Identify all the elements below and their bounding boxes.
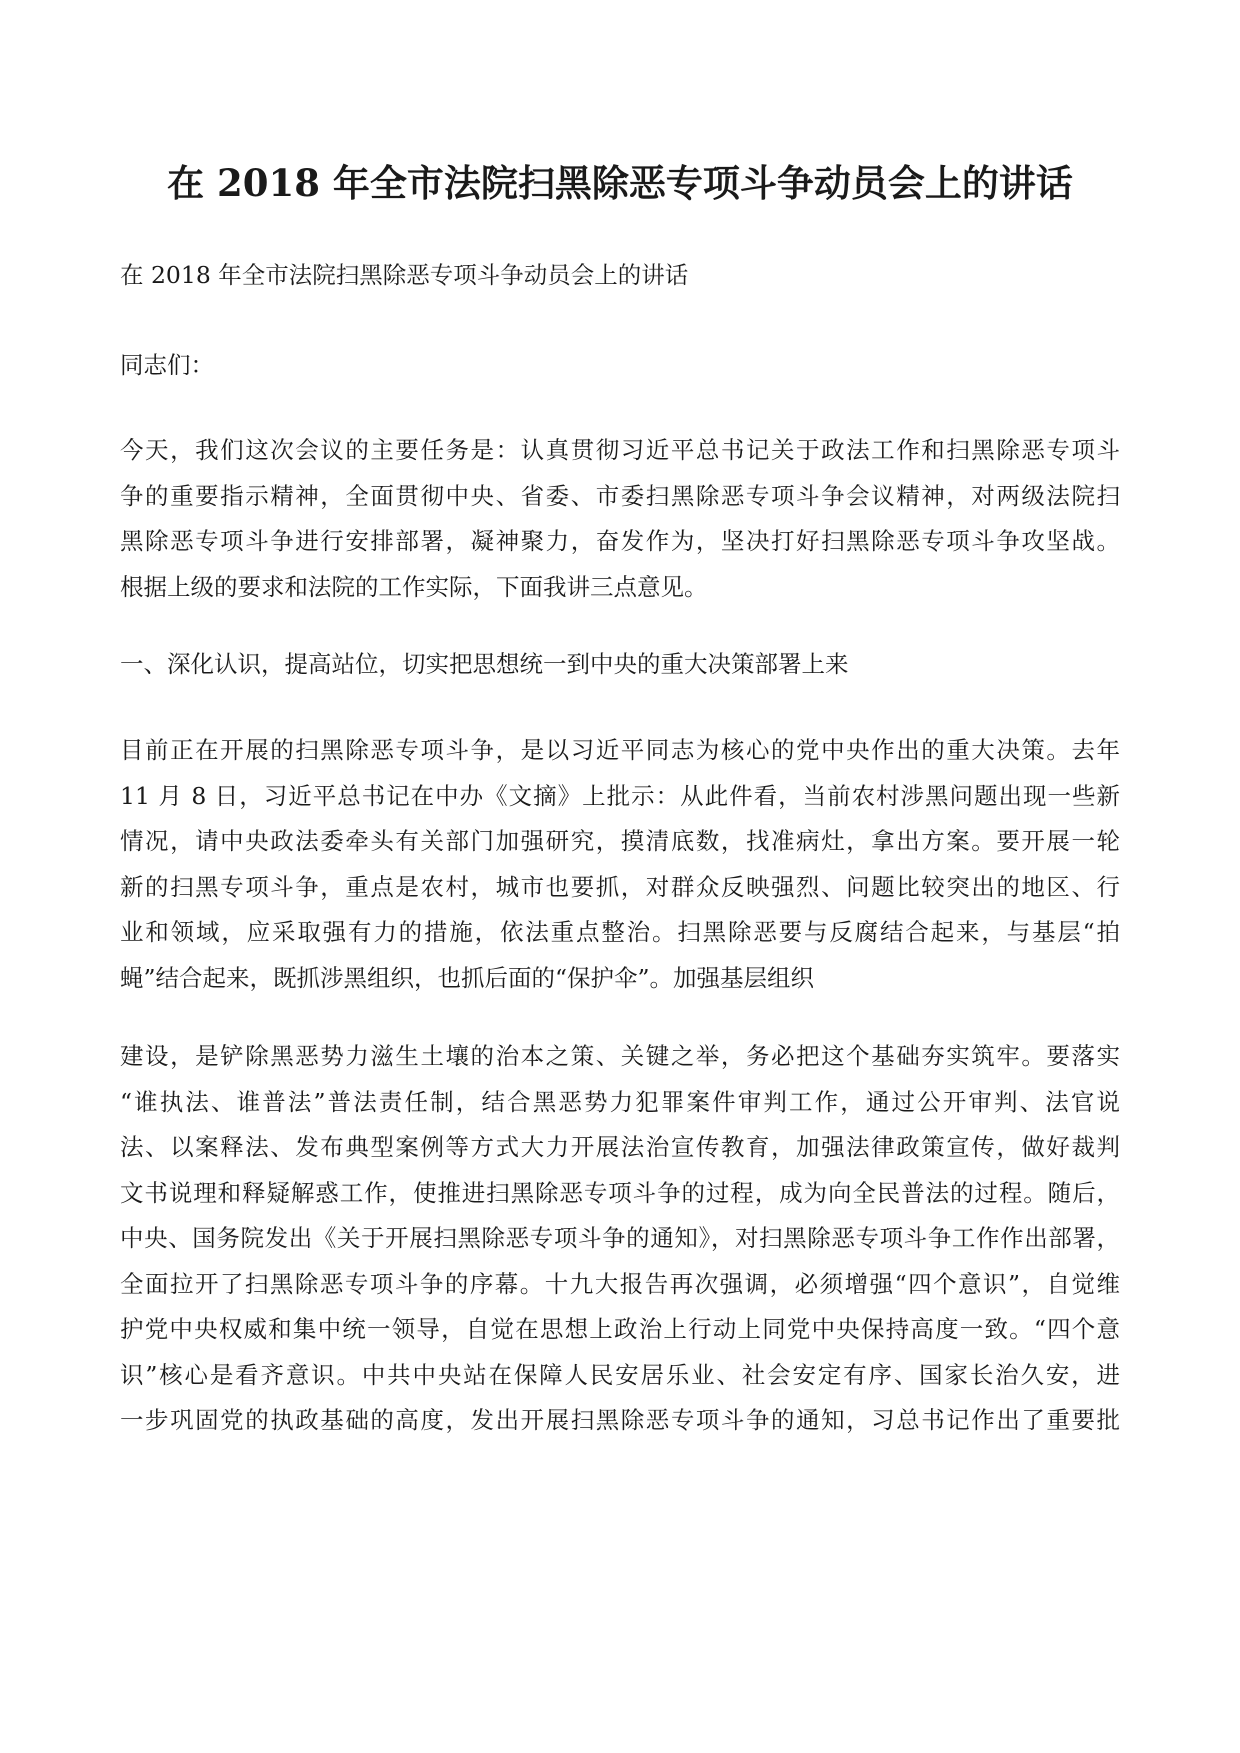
paragraph-intro <box>120 428 1120 610</box>
paragraph-line: 全面拉开了扫黑除恶专项斗争的序幕。十九大报告再次强调，必须增强“四个意识”，自觉维 <box>120 1269 1120 1298</box>
paragraph-line: 一步巩固党的执政基础的高度，发出开展扫黑除恶专项斗争的通知，习总书记作出了重要批 <box>120 1406 1120 1434</box>
paragraph-line: 护党中央权威和集中统一领导，自觉在思想上政治上行动上同党中央保持高度一致。“四个意 <box>120 1315 1120 1343</box>
paragraph-line: 文书说理和释疑解惑工作，使推进扫黑除恶专项斗争的过程，成为向全民普法的过程。随后， <box>120 1178 1120 1207</box>
paragraph-line: 一、深化认识，提高站位，切实把思想统一到中央的重大决策部署上来 <box>120 650 849 678</box>
paragraph-construction <box>120 1034 1120 1444</box>
document-subtitle: 在 2018 年全市法院扫黑除恶专项斗争动员会上的讲话 <box>120 261 689 289</box>
paragraph-line: 业和领域，应采取强有力的措施，依法重点整治。扫黑除恶要与反腐结合起来，与基层“拍 <box>120 918 1120 946</box>
salutation: 同志们： <box>120 351 214 379</box>
paragraph-line: 今天，我们这次会议的主要任务是：认真贯彻习近平总书记关于政法工作和扫黑除恶专项斗 <box>120 436 1120 464</box>
section-heading-one <box>120 642 1120 688</box>
paragraph-line: 法、以案释法、发布典型案例等方式大力开展法治宣传教育，加强法律政策宣传，做好裁判 <box>120 1133 1120 1161</box>
paragraph-line: 识”核心是看齐意识。中共中央站在保障人民安居乐业、社会安定有序、国家长治久安，进 <box>120 1360 1120 1389</box>
paragraph-line: 建设，是铲除黑恶势力滋生土壤的治本之策、关键之举，务必把这个基础夯实筑牢。要落实 <box>120 1042 1120 1070</box>
paragraph-background <box>120 728 1120 1001</box>
paragraph-line: 蝇”结合起来，既抓涉黑组织，也抓后面的“保护伞”。加强基层组织 <box>120 963 815 992</box>
paragraph-line: 新的扫黑专项斗争，重点是农村，城市也要抓，对群众反映强烈、问题比较突出的地区、行 <box>120 872 1120 901</box>
paragraph-line: 黑除恶专项斗争进行安排部署，凝神聚力，奋发作为，坚决打好扫黑除恶专项斗争攻坚战。 <box>120 527 1120 555</box>
paragraph-line: 11 月 8 日，习近平总书记在中办《文摘》上批示：从此件看，当前农村涉黑问题出现一些新 <box>120 781 1120 810</box>
paragraph-line: 根据上级的要求和法院的工作实际，下面我讲三点意见。 <box>120 572 708 601</box>
paragraph-line: 争的重要指示精神，全面贯彻中央、省委、市委扫黑除恶专项斗争会议精神，对两级法院扫 <box>120 481 1120 510</box>
paragraph-line: 情况，请中央政法委牵头有关部门加强研究，摸清底数，找准病灶，拿出方案。要开展一轮 <box>120 827 1120 855</box>
paragraph-line: 目前正在开展的扫黑除恶专项斗争，是以习近平同志为核心的党中央作出的重大决策。去年 <box>120 736 1120 764</box>
paragraph-line: 中央、国务院发出《关于开展扫黑除恶专项斗争的通知》，对扫黑除恶专项斗争工作作出部署， <box>120 1224 1120 1252</box>
document-title: 在 2018 年全市法院扫黑除恶专项斗争动员会上的讲话 <box>167 161 1073 205</box>
paragraph-line: “谁执法、谁普法”普法责任制，结合黑恶势力犯罪案件审判工作，通过公开审判、法官说 <box>120 1087 1120 1116</box>
